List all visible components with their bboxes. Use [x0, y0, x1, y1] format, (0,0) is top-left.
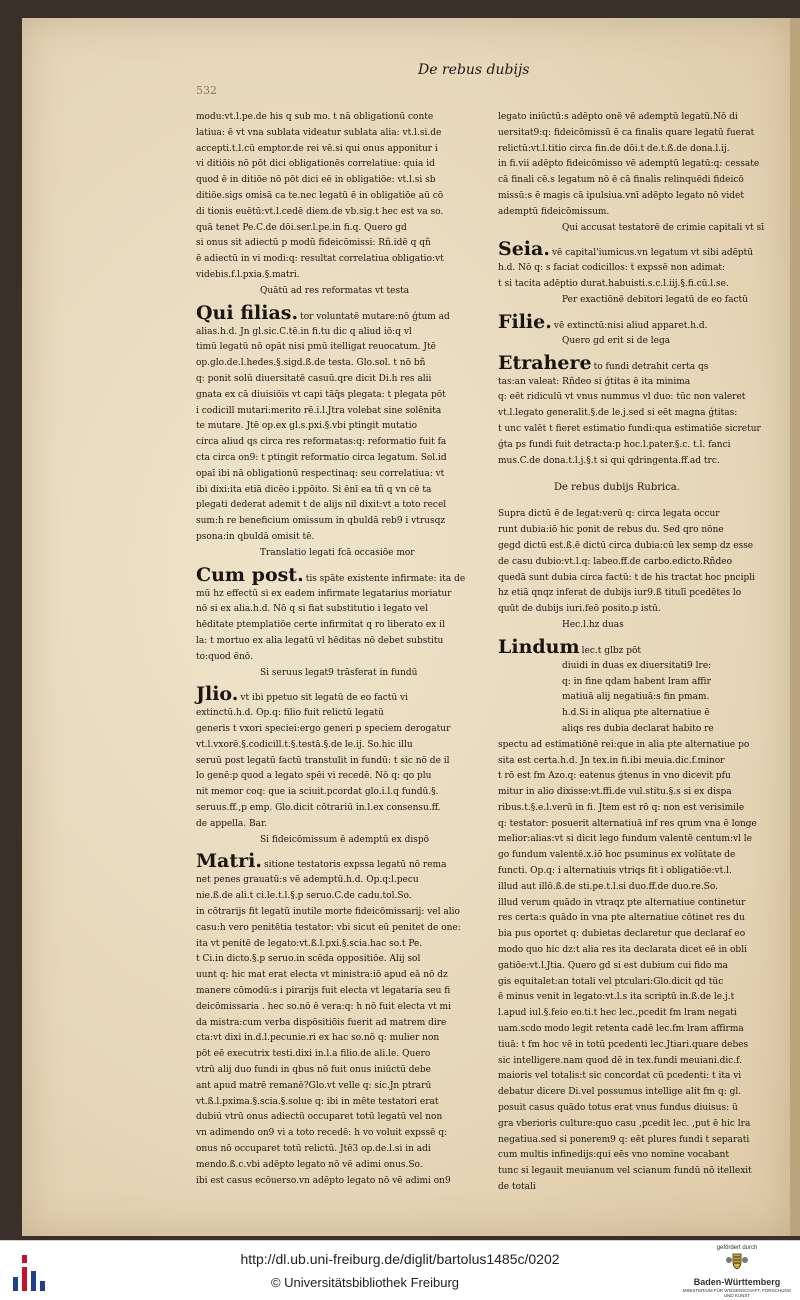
text-line: hz etiā qnqz inferat de dubijs iur9.ß titulī pcedētes lo [498, 588, 742, 599]
text-line: Si fideicōmissum ē ademptū ex dispō [260, 834, 430, 845]
text-line: h.d. Nō q: s faciat codicillos: t expssē non adimat: [498, 263, 726, 274]
text-line: vn adimendo on9 vi a toto recedē: h vo voluit expssē q: [196, 1128, 448, 1139]
text-line: modu:vt.l.pe.de his q sub mo. t nā obligationū conte [196, 112, 434, 122]
text-line: dubiū vtrū onus adiectū occuparet totū legatū vel non [196, 1112, 443, 1123]
text-line: in cōtrarijs fit legatū inutile morte fideicōmissarij: vel alio [196, 907, 460, 918]
text-line: maioris vel totalis:t sic concordat cū pcedenti: t ita vi [498, 1071, 742, 1082]
text-line: q: ponit solū diuersitatē casuū.qre dicit Di.h res alii [196, 373, 432, 384]
lemma-heading [498, 352, 736, 374]
text-line: cta:vt dixi in.d.l.pecunie.ri ex hac so.nō q: mulier non [196, 1033, 440, 1044]
text-line: ita vt penitē de legato:vt.ß.l.pxi.§.scia.hac so.t Pe. [196, 938, 423, 949]
text-line: ē adiectū in vi modi:q: resultat correlatiua obligatio:vt [196, 254, 444, 265]
text-line: relictū:vt.l.titio circa fin.de dōi.t de.t.ß.de dona.l.ij. [498, 143, 730, 154]
text-line: pōt eē executrix testi.dixi in.l.a filio.de ali.le. Quero [196, 1049, 431, 1060]
text-line: tiuā: t fm hoc vē in totū pcedenti lec.Jtiari.quare debes [498, 1039, 749, 1050]
text-line: illud verum quādo in vtraqz pte alternatiue continetur [498, 897, 746, 908]
text-line: functi. Op.q: i alternatiuis vtriqs fit i obligatiōe:vt.l. [498, 866, 732, 877]
permalink-url[interactable]: http://dl.ub.uni-freiburg.de/diglit/bartolus1485c/0202 [240, 1251, 560, 1267]
text-line: seruū post legatū factū transtulit in fundū: t sic nō de il [196, 755, 450, 766]
lemma-heading [498, 636, 736, 658]
text-line: accepti.t.l.cū emptor.de rei vē.si qui onus apponitur i [196, 143, 438, 154]
text-line: runt dubia:iō hic ponit de rebus du. Sed qro nōne [498, 525, 724, 536]
section-rubric: De rebus dubijs Rubrica. [554, 482, 680, 494]
text-line: quedā sunt dubia circa factū: t de his tractat hoc pncipli [498, 572, 755, 583]
text-line: uunt q: hic mat erat electa vt ministra:iō apud eā nō dz [196, 970, 448, 981]
text-line: q: testator: posuerit alternatiuā inf res qrum vna ē longe [498, 818, 757, 829]
lemma-continuation: vē capital'iumicus.vn legatum vt sibi adēptū [551, 248, 754, 259]
text-line: mendo.ß.c.vbi adēpto legato nō vē adimi onus.So. [196, 1159, 423, 1170]
text-line: ant apud matrē remanē?Glo.vt velle q: sic.Jn ptrarū [196, 1080, 432, 1091]
text-line: net penes grauatū:s vē ademptū.h.d. Op.q:l.pecu [196, 875, 419, 886]
text-line: ditiōe.sigs omisā ca te.nec legatū ē in obligatiōe aū cō [196, 190, 444, 201]
lemma-word: Lindum [498, 635, 580, 658]
lemma-heading [196, 301, 450, 324]
text-line: casu:h vero penitētia testator: vbi sicut eū penitet de one: [196, 922, 461, 933]
funder-badge[interactable] [682, 1245, 792, 1298]
text-line: timū legatū nō opāt nisi pmū itelligat reuocatum. Jtē [196, 342, 436, 353]
text-line: modo quo hic dz:t alia res ita declarata dicet eē in obli [498, 945, 747, 956]
text-line: missū:s ē magis cā ipulsiua.vnī adēpto legato nō videt [498, 190, 744, 201]
text-line: generis t vxori speciei:ergo generi p speciem derogatur [196, 724, 451, 735]
text-line: te mutare. Jtē op.ex gl.s.pxi.§.vbi ptingit mutatio [196, 421, 418, 432]
text-line: go fundum valentē.x.iō hoc psuminus ex volūtate de [498, 850, 736, 861]
text-column-left [196, 110, 466, 1186]
lemma-continuation: tis spāte existente infirmate: ita de [305, 573, 466, 584]
text-line: matiuā alij negatiuā:s fin pmam. [562, 692, 710, 703]
text-line: Per exactiōnē debitori legatū de eo factū [562, 294, 748, 305]
text-line: Supra dictū ē de legat:verū q: circa legata occur [498, 509, 720, 520]
text-line: mū hz effectū si ex eadem infirmate legatarius moriatur [196, 588, 452, 599]
lemma-continuation: tor voluntatē mutare:nō ǵtum ad [300, 311, 450, 322]
folio-number: 532 [196, 84, 217, 97]
copyright-notice: © Universitätsbibliothek Freiburg [270, 1275, 460, 1290]
text-line: da mistra:cum verba dispōsitiōis fuerit ad matrem dire [196, 1017, 447, 1028]
text-line: tas:an valeat: Rñdeo si ǵtitas ē ita minima [498, 376, 691, 387]
text-line: res certa:s quādo in vna pte alternatiue cōtinet res du [498, 913, 745, 924]
funder-ministry: MINISTERIUM FÜR WISSENSCHAFT, FORSCHUNG UND KUNST [682, 1288, 792, 1298]
funder-caption: gefördert durch [716, 1245, 758, 1251]
text-line: plegati dederat ademit t de alijs nil dixit:vt a toto recel [196, 500, 447, 511]
text-line: Qui accusat testatorē de crimie capitali vt sī [562, 222, 765, 233]
text-line: diuidi in duas ex diuersitati9 lre: [562, 660, 712, 671]
text-line: t si tacita adēptio durat.habuisti.s.c.l.iij.§.fi.cū.l.se. [498, 279, 729, 290]
lemma-heading [498, 311, 736, 333]
text-line: ademptū fideicōmissum. [498, 206, 610, 217]
text-line: tunc si legauit meuianum vel scianum fundū nō itellexit [498, 1166, 752, 1177]
text-line: extinctū.h.d. Op.q: filio fuit relictū legatū [196, 708, 384, 719]
text-line: uersitat9:q: fideicōmissū ē ca finalis quare legatū fuerat [498, 127, 755, 138]
text-line: ǵta ps fundi fuit detracta:p hoc.l.pater.§.c. t.l. fanci [498, 439, 731, 450]
text-column-right [498, 110, 765, 1193]
text-line: circa aliud qs circa res reformatas:q: reformatio fuit fa [196, 437, 447, 448]
text-line: Si seruus legat9 trāsferat in fundū [260, 667, 418, 678]
lemma-word: Filie. [498, 310, 552, 333]
text-line: vtrū alij duo fundi in qbus nō fuit onus iniūctū debe [196, 1065, 431, 1076]
text-line: l.apud iul.§.feio eo.ti.t hec lec.,pcedit fm lram negati [498, 1008, 737, 1019]
lemma-word: Qui filias. [196, 301, 299, 324]
text-line: h.d.Si in aliqua pte alternatiue ē [562, 708, 710, 719]
lemma-continuation: vt ibi ppetuo sit legatū de eo factū vi [240, 693, 408, 704]
text-line: vt.ß.l.pxima.§.scia.§.solue q: ibi in mēte testatori erat [196, 1096, 439, 1107]
text-line: di tionis euētū:vt.l.cedē diem.de vb.sig.t hec est va so. [196, 206, 444, 217]
text-line: seruus.ff.,p emp. Glo.dicit cōtrariū in.l.ex consensu.ff. [196, 803, 441, 814]
text-line: uam.scdo modo legit retenta cadē lec.fm lram affirma [498, 1024, 744, 1035]
text-line: op.glo.de.l.hedes.§.sigd.ß.de testa. Glo.sol. t nō bñ [196, 358, 426, 369]
text-line: Quero gd erit si de lega [562, 335, 671, 346]
text-line: q: eēt ridiculū vt vnus nummus vl duo: tūc non valeret [498, 392, 746, 403]
lemma-heading [498, 238, 754, 261]
text-line: t rō est fm Azo.q: eatenus ǵtenus in vno dicevit pfu [498, 771, 731, 782]
text-line: q: in fine qdam habent lram affir [562, 676, 711, 687]
text-line: alias.h.d. Jn gl.sic.C.tē.in fi.tu dic q aliud iō:q vl [196, 326, 412, 337]
lemma-heading [196, 563, 466, 586]
text-line: videbis.f.l.pxia.§.matri. [196, 269, 300, 280]
text-line: gnata ex cā diuisiōis vt capi tāq̄s plegata: t plegata pōt [196, 389, 446, 400]
text-line: mus.C.de dona.t.l.j.§.t si qui qdringenta.ff.ad trc. [498, 455, 720, 466]
text-line: t unc valēt t fieret estimatio fundi:qua estimatiōe sicretur [498, 423, 761, 434]
text-line: quā tenet Pe.C.de dōi.ser.l.pe.in fi.q. Quero gd [196, 222, 407, 233]
text-line: to:quod ēnō. [196, 651, 254, 662]
text-line: melior:alias:vt si dicit lego fundum valentē centum:vl le [498, 834, 753, 845]
text-line: aliqs res dubia declarat habito re [562, 723, 714, 734]
text-line: mitur in alio dixisse:vt.ffi.de vul.stitu.§.s si ex dispa [498, 787, 732, 798]
text-line: latiua: ē vt vna sublata videatur sublata alia: vt.l.si.de [196, 127, 442, 138]
lemma-continuation: to fundi detrahit certa qs [593, 361, 709, 372]
text-line: cā finali cē.s legatum nō ē cā finalis relinquēdi fideicō [498, 175, 744, 186]
text-line: ribus.t.§.e.l.verū in fi. Jtem est rō q: non est verisimile [498, 802, 745, 813]
lemma-word: Etrahere [498, 351, 592, 374]
text-line: nit memor coq: que ia sciuit.pcordat glo.i.l.q fundū.§. [196, 787, 439, 798]
text-line: Hec.l.hz duas [562, 619, 624, 630]
text-line: vt.l.legato generalit.§.de le.j.sed si eēt magna ǵtitas: [498, 408, 738, 419]
text-line: quod ē in ditiōe nō pōt dici eē in obligatiōe: vt.l.si sb [196, 175, 436, 186]
text-line: de casu dubio:vt.l.q: labeo.ff.de carbo.edicto.Rñdeo [498, 556, 732, 567]
text-line: in fi.vii adēpto fideicōmisso vē ademptū legatū:q: cessate [498, 159, 760, 170]
lemma-heading [196, 683, 434, 705]
text-line: bia pus oportet q: dubietas declaretur que declaraf eo [498, 929, 746, 940]
text-line: cta circa on9: t ptingit reformatio circa legatum. Sol.id [196, 452, 447, 463]
text-line: la: t mortuo ex alia legatū vl hēditas nō debet substitu [196, 635, 444, 646]
lemma-continuation: vē extinctū:nisi aliud apparet.h.d. [553, 320, 708, 331]
viewer-footer [0, 1240, 800, 1300]
text-line: Translatio legati fcā occasiōe mor [260, 547, 415, 558]
funder-state: Baden-Württemberg [693, 1277, 781, 1287]
text-line: t Ci.in dicto.§.p seruo.in scēda oppositiōe. Alij sol [196, 954, 421, 965]
lemma-heading [196, 850, 447, 873]
text-line: cum multis infinedijs:qui eēs vno nomine vocabant [498, 1150, 729, 1161]
lemma-word: Cum post. [196, 563, 304, 586]
text-line: spectu ad estimatiōnē rei:que in alia pte alternatiue po [498, 739, 750, 750]
text-line: de appella. Bar. [196, 818, 268, 829]
text-line: debatur dicere Di.vel possumus intellige alit fm q: gl. [498, 1087, 742, 1098]
text-line: Quātū ad res reformatas vt testa [260, 285, 410, 296]
text-line: manere cōmodū:s i pirarijs fuit electa vt legataria seu fi [196, 986, 451, 997]
text-line: hēditate ptemplatiōe certe infirmitat q ro liberato ex il [196, 620, 445, 631]
coat-of-arms-icon [724, 1252, 750, 1270]
lemma-continuation: sitione testatoris expssa legatū nō rema [263, 860, 447, 871]
text-line: sita est certa.h.d. Jn tex.in fi.ibi meuia.dic.f.minor [498, 755, 725, 766]
text-line: sum:h re beneficium omissum in qbuldā reb9 i vtrusqz [196, 516, 446, 527]
text-line: ibi est casus ecōuerso.vn adēpto legato nō vē adimi on9 [196, 1175, 451, 1186]
lemma-word: Seia. [498, 238, 550, 261]
text-line: nō si ex alia.h.d. Nō q si fiat substitutio i legato vel [196, 604, 428, 615]
text-line: gra vberioris culture:quo casu ,pcedit lec. ,put ē hic lra [498, 1118, 751, 1129]
text-line: nie.ß.de ali.t ci.le.t.l.§.p seruo.C.de cadu.tol.So. [196, 891, 412, 902]
text-line: lo genē:p quod a legato spēi vi recedē. Nō q: qo plu [196, 771, 432, 782]
text-line: sic intelligere.nam quod dē in tex.fundi meuiani.dic.f. [498, 1055, 743, 1066]
text-line: vt.l.vxorē.§.codicill.t.§.testā.§.de le.ij. So.hic illu [196, 739, 413, 750]
text-line: i codicill mutari:merito rē.i.l.Jtra volebat sine solēnita [196, 405, 442, 416]
text-line: de totali [498, 1182, 536, 1193]
text-line: gegd dictū est.ß.ē dictū circa dubia:cū lex semp dz esse [498, 540, 754, 551]
lemma-continuation: lec.t glbz pōt [581, 645, 641, 656]
text-line: gis equitalet:an totali vel ptculari:Glo.dicit qd tūc [498, 976, 724, 987]
text-line: onus nō occuparet totū relictū. Jtē3 op.de.l.si in adi [196, 1144, 431, 1155]
text-line: ē minus venit in legato:vt.l.s ita scriptū in.ß.de le.j.t [498, 992, 735, 1003]
text-line: gatiōe:vt.l.Jtia. Quero gd si est dubium cui fido ma [498, 960, 729, 971]
text-line: illud aut illō.ß.de sti.pe.t.l.si duo.ff.de duo.re.So. [498, 881, 718, 892]
running-head: De rebus dubijs [418, 62, 530, 78]
lemma-word: Jlio. [196, 683, 239, 706]
text-line: posuit casus quādo totus erat vnus fundus diuisus: ū [498, 1103, 738, 1114]
text-line: vi ditiōis nō pōt dici obligationēs correlatiue: quia id [196, 159, 435, 170]
next-page-edge [790, 18, 800, 1236]
lemma-word: Matri. [196, 850, 262, 873]
text-line: negatiua.sed si ponerem9 q: eēt plures fundi t separati [498, 1134, 750, 1145]
text-line: quūt de dubijs iuri.feō posito.p istū. [498, 604, 661, 615]
text-line: opaī ibi nā obligationū respectinaq: seu correlatiua: vt [196, 468, 445, 479]
text-line: si onus sit adiectū p modū fideicōmissi: Rñ.idē q qñ [196, 238, 431, 249]
text-line: deicōmissaria . hec so.nō ē vera:q: h nō fuit electa vt mi [196, 1001, 451, 1012]
text-line: psona:in qbuldā omisit tē. [196, 531, 315, 542]
text-line: legato iniūctū:s adēpto onē vē ademptū legatū.Nō di [498, 112, 738, 122]
text-line: ibi dixi:ita etiā dicēo i.ppōito. Si ēnī ea tñ q vn cē ta [196, 484, 432, 495]
